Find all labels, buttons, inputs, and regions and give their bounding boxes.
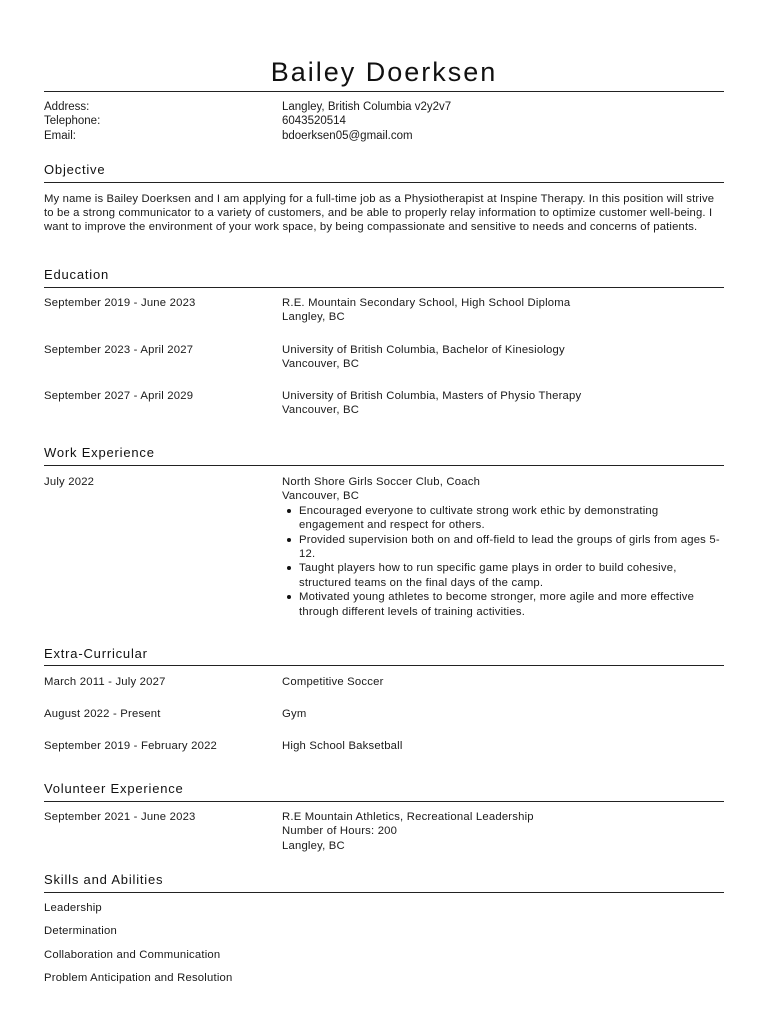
work-bullet: Provided supervision both on and off-field to lead the groups of girls from ages 5-12. (299, 533, 724, 562)
telephone-value: 6043520514 (282, 115, 346, 128)
volunteer-location: Langley, BC (282, 839, 345, 852)
extracurricular-date: September 2019 - February 2022 (44, 740, 218, 752)
education-detail (282, 389, 724, 418)
volunteer-hours: Number of Hours: 200 (282, 825, 398, 838)
education-detail (282, 296, 724, 325)
work-bullet: Motivated young athletes to become stronger, more agile and more effective through different levels of training activities. (299, 590, 724, 619)
education-divider (44, 287, 724, 288)
education-location: Langley, BC (282, 311, 345, 324)
contact-block (44, 100, 724, 143)
telephone-label: Telephone: (44, 115, 101, 128)
objective-divider (44, 182, 724, 183)
volunteer-date: September 2021 - June 2023 (44, 811, 196, 823)
extracurricular-date: March 2011 - July 2027 (44, 676, 166, 688)
work-detail (282, 475, 724, 619)
skill-item: Collaboration and Communication (44, 949, 221, 961)
contact-telephone-row (44, 114, 724, 128)
work-date: July 2022 (44, 476, 95, 488)
education-institution: University of British Columbia, Bachelor of Kinesiology (282, 344, 565, 356)
work-bullet-list (282, 504, 724, 619)
address-value: Langley, British Columbia v2y2v7 (282, 101, 452, 113)
objective-text: My name is Bailey Doerksen and I am applying for a full-time job as a Physiotherapist at Inspine Therapy. In this position will strive to be a strong communicator to a variety of customers, and be able to properly relay information to optimize customer well-being. I want to improve the environment of your work space, by being compassionate and sensitive to needs and concerns of patients. (44, 193, 715, 234)
education-date: September 2023 - April 2027 (44, 344, 194, 356)
skill-item: Determination (44, 925, 117, 937)
skills-heading: Skills and Abilities (44, 872, 164, 887)
volunteer-heading: Volunteer Experience (44, 781, 184, 796)
education-date: September 2027 - April 2029 (44, 390, 194, 402)
skill-item: Leadership (44, 902, 102, 914)
extracurricular-activity: High School Baksetball (282, 740, 403, 752)
education-location: Vancouver, BC (282, 358, 360, 371)
extracurricular-divider (44, 665, 724, 666)
resume-name: Bailey Doerksen (270, 57, 498, 87)
work-employer: North Shore Girls Soccer Club, Coach (282, 476, 481, 488)
extracurricular-activity: Competitive Soccer (282, 676, 384, 688)
education-detail (282, 343, 724, 372)
volunteer-detail (282, 810, 724, 853)
work-location: Vancouver, BC (282, 490, 360, 503)
contact-address-row (44, 100, 724, 114)
education-date: September 2019 - June 2023 (44, 297, 196, 309)
education-institution: University of British Columbia, Masters of Physio Therapy (282, 390, 582, 402)
extracurricular-date: August 2022 - Present (44, 708, 161, 720)
work-heading: Work Experience (44, 445, 155, 460)
email-value: bdoerksen05@gmail.com (282, 129, 413, 142)
extracurricular-activity: Gym (282, 708, 307, 720)
volunteer-divider (44, 801, 724, 802)
header-divider (44, 91, 724, 92)
education-heading: Education (44, 267, 110, 282)
extracurricular-heading: Extra-Curricular (44, 646, 148, 661)
skill-item: Problem Anticipation and Resolution (44, 972, 233, 984)
contact-email-row (44, 129, 724, 143)
email-label: Email: (44, 129, 76, 142)
work-bullet: Taught players how to run specific game plays in order to build cohesive, structured teams on the final days of the camp. (299, 561, 724, 590)
address-label: Address: (44, 101, 90, 113)
education-institution: R.E. Mountain Secondary School, High School Diploma (282, 297, 571, 309)
education-location: Vancouver, BC (282, 404, 360, 417)
skills-divider (44, 892, 724, 893)
objective-heading: Objective (44, 162, 106, 177)
work-bullet: Encouraged everyone to cultivate strong work ethic by demonstrating engagement and respect for others. (299, 504, 724, 533)
volunteer-organization: R.E Mountain Athletics, Recreational Leadership (282, 811, 534, 823)
work-divider (44, 465, 724, 466)
